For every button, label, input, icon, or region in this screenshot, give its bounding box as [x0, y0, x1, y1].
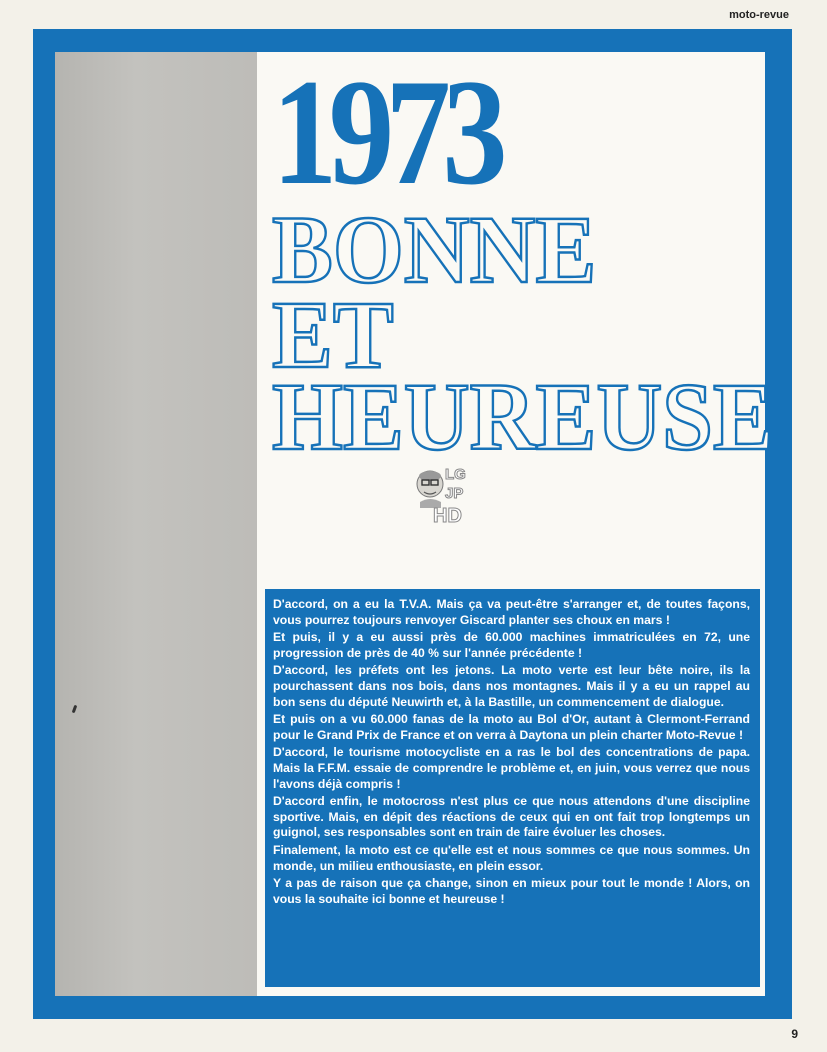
- magazine-name: moto-revue: [729, 9, 789, 21]
- headline-word-et: ET: [272, 281, 394, 388]
- watermark-hd: HD: [433, 505, 462, 526]
- watermark-logo: [414, 462, 484, 526]
- article-box: [265, 589, 760, 987]
- article-paragraph: D'accord, les préfets ont les jetons. La moto verte est leur bête noire, ils la pourchassent dans nos bois, dans nos montagnes. Mais il y a eu un rappel au bon sens du député Neuwirth et, à la Bastille, un commencement de dialogue.: [273, 663, 750, 709]
- article-paragraph: Y a pas de raison que ça change, sinon en mieux pour tout le monde ! Alors, on vous la souhaite ici bonne et heureuse !: [273, 876, 750, 906]
- page-number: 9: [791, 1027, 798, 1041]
- watermark-lg: LG: [445, 466, 466, 483]
- watermark-jp: JP: [445, 485, 464, 502]
- article-paragraph: Et puis on a vu 60.000 fanas de la moto au Bol d'Or, autant à Clermont-Ferrand pour le Grand Prix de France et on verra à Daytona un plein charter Moto-Revue !: [273, 712, 750, 742]
- article-paragraph: D'accord enfin, le motocross n'est plus ce que nous attendons d'une discipline sportive. Mais, en dépit des réactions de ceux qui en ont fait trop longtemps un guignol, ses responsables sont en train de faire évoluer les choses.: [273, 794, 750, 840]
- headline-word-heureuse: HEUREUSE: [272, 363, 774, 470]
- face-icon: [417, 471, 443, 508]
- article-paragraph: Et puis, il y a eu aussi près de 60.000 machines immatriculées en 72, une progression de près de 40 % sur l'année précédente !: [273, 630, 750, 660]
- article-paragraph: Finalement, la moto est ce qu'elle est et nous sommes ce que nous sommes. Un monde, un milieu enthousiaste, en plein essor.: [273, 842, 750, 873]
- headline-word-bonne: BONNE: [272, 196, 597, 303]
- gray-panel: [55, 52, 257, 996]
- headline-year: 1973: [272, 48, 500, 216]
- article-paragraph: D'accord, le tourisme motocycliste en a ras le bol des concentrations de papa. Mais la F.F.M. essaie de comprendre le problème et, en juin, vous verrez que nous l'avons déjà compris !: [273, 745, 750, 791]
- article-paragraph: D'accord, on a eu la T.V.A. Mais ça va peut-être s'arranger et, de toutes façons, vous pourrez toujours renvoyer Giscard planter ses choux en mars !: [273, 597, 750, 627]
